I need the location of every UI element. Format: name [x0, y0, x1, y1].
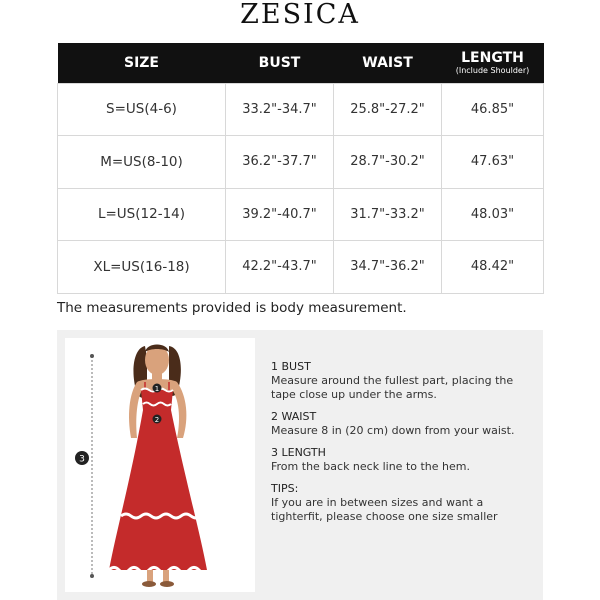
model-photo: [65, 338, 255, 592]
header-waist: WAIST: [334, 43, 442, 83]
marker-1-label: 1: [154, 385, 160, 393]
table-row: [58, 241, 544, 294]
dress-illustration: [65, 338, 255, 592]
waist-cell: 28.7"-30.2": [334, 136, 442, 189]
size-cell: L=US(12-14): [58, 188, 226, 241]
waist-cell: 25.8"-27.2": [334, 83, 442, 136]
size-cell: S=US(4-6): [58, 83, 226, 136]
tips-text: If you are in between sizes and want a tighterfit, please choose one size smaller: [271, 496, 498, 523]
right-leg: [163, 570, 169, 582]
table-row: [58, 83, 544, 136]
bust-cell: 42.2"-43.7": [226, 241, 334, 294]
left-sandal: [142, 581, 156, 587]
length-instruction: [271, 446, 531, 474]
size-chart-table: [57, 43, 544, 294]
header-length-label: LENGTH: [461, 50, 524, 67]
tips: [271, 482, 531, 524]
bust-instruction: [271, 360, 531, 402]
table-row: [58, 136, 544, 189]
bust-cell: 36.2"-37.7": [226, 136, 334, 189]
waist-cell: 31.7"-33.2": [334, 188, 442, 241]
waist-cell: 34.7"-36.2": [334, 241, 442, 294]
bust-cell: 39.2"-40.7": [226, 188, 334, 241]
marker-3-label: 3: [79, 454, 85, 465]
brand-logo: ZESICA: [240, 0, 360, 30]
length-cell: 48.03": [442, 188, 544, 241]
skirt: [109, 410, 207, 570]
header-size: SIZE: [58, 43, 226, 83]
length-line-top-dot: [90, 354, 94, 358]
header-length-sub: (Include Shoulder): [455, 66, 530, 76]
left-leg: [147, 570, 153, 582]
length-cell: 46.85": [442, 83, 544, 136]
bodice: [141, 390, 173, 410]
size-cell: M=US(8-10): [58, 136, 226, 189]
measurement-instructions: [271, 360, 531, 532]
table-row: [58, 188, 544, 241]
table-header-row: [58, 43, 544, 83]
right-sandal: [160, 581, 174, 587]
length-text: From the back neck line to the hem.: [271, 460, 470, 473]
length-title: 3 LENGTH: [271, 446, 326, 459]
marker-2-label: 2: [154, 416, 160, 424]
header-bust: BUST: [226, 43, 334, 83]
length-cell: 47.63": [442, 136, 544, 189]
waist-title: 2 WAIST: [271, 410, 317, 423]
length-cell: 48.42": [442, 241, 544, 294]
bust-title: 1 BUST: [271, 360, 311, 373]
length-line-bottom-dot: [90, 574, 94, 578]
bust-cell: 33.2"-34.7": [226, 83, 334, 136]
bust-text: Measure around the fullest part, placing the tape close up under the arms.: [271, 374, 514, 401]
waist-text: Measure 8 in (20 cm) down from your waist.: [271, 424, 515, 437]
measure-guide-panel: [57, 330, 543, 600]
waist-instruction: [271, 410, 531, 438]
header-length: [442, 43, 544, 83]
size-cell: XL=US(16-18): [58, 241, 226, 294]
tips-title: TIPS:: [271, 482, 299, 495]
measurement-note: The measurements provided is body measurement.: [57, 300, 407, 316]
